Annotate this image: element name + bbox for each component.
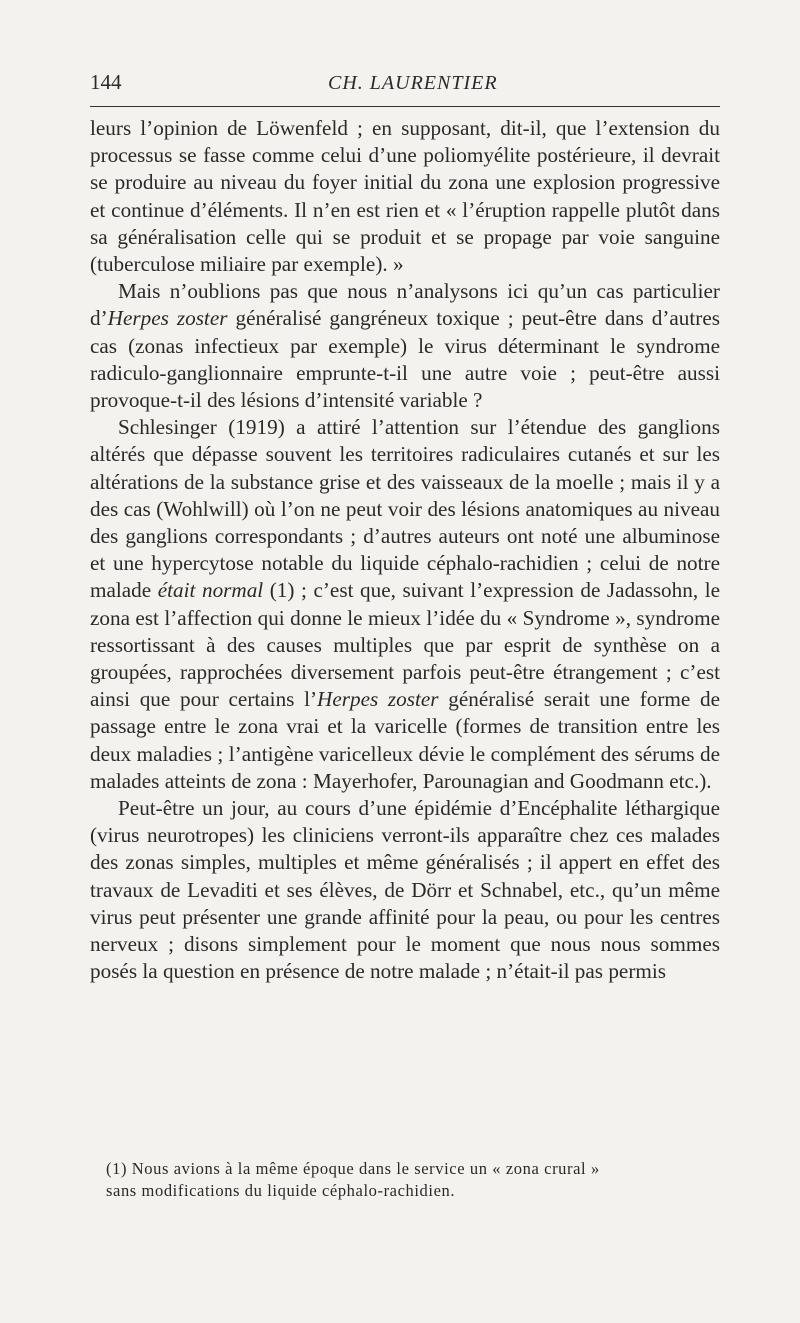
body-text — [90, 115, 720, 986]
italic-text: était normal — [157, 578, 264, 603]
footnote-line-1: (1) Nous avions à la même époque dans le service un « zona crural » — [106, 1159, 600, 1178]
running-head: CH. LAURENTIER — [328, 72, 498, 94]
page-header — [90, 70, 720, 107]
text-run: Mais n’oublions pas que nous n’analysons ici qu’un cas particulier d’ — [90, 279, 720, 331]
italic-text: Herpes zoster — [107, 306, 228, 331]
page-number: 144 — [90, 70, 122, 94]
footnote — [106, 1158, 720, 1202]
text-run: Schlesinger (1919) a attiré l’attention sur l’étendue des ganglions altérés que dépasse souvent les territoires radiculaires cutanés et sur les altérations de la substance grise et des vaisseaux de la moelle ; mais il y a des cas (Wohlwill) où l’on ne peut voir des lésions anatomiques au niveau des ganglions correspondants ; d’autres auteurs ont noté une albuminose et une hypercytose notable du liquide céphalo-rachidien ; celui de notre malade — [90, 415, 720, 603]
footnote-line-2: sans modifications du liquide céphalo-rachidien. — [106, 1181, 456, 1200]
text-run: (1) ; c’est que, suivant l’expression de Jadassohn, le zona est l’affection qui donne le mieux l’idée du « Syndrome », syndrome ressortissant à des causes multiples que par esprit de synthèse on a groupées, rapprochées diversement parfois peut-être étrangement ; c’est ainsi que pour certains l’ — [90, 578, 720, 712]
italic-text: Herpes zoster — [317, 687, 439, 712]
text-run: leurs l’opinion de Löwenfeld ; en supposant, dit-il, que l’extension du processus se fasse comme celui d’une poliomyélite postérieure, il devrait se produire au niveau du foyer initial du zona une explosion progressive et continue d’éléments. Il n’en est rien et « l’éruption rappelle plutôt dans sa généralisation celle qui se produit et se propage par voie sanguine (tuberculose miliaire par exemple). » — [90, 116, 720, 277]
paragraph — [90, 795, 720, 985]
paragraph — [90, 414, 720, 795]
paragraph — [90, 115, 720, 278]
book-page — [90, 70, 720, 986]
text-run: généralisé gangréneux toxique ; peut-être dans d’autres cas (zonas infectieux par exemple) le virus déterminant le syndrome radiculo-ganglionnaire emprunte-t-il une autre voie ; peut-être aussi provoque-t-il des lésions d’intensité variable ? — [90, 306, 720, 413]
text-run: Peut-être un jour, au cours d’une épidémie d’Encéphalite léthargique (virus neurotropes) les cliniciens verront-ils apparaître chez ces malades des zonas simples, multiples et même généralisés ; il appert en effet des travaux de Levaditi et ses élèves, de Dörr et Schnabel, etc., qu’un même virus peut présenter une grande affinité pour la peau, ou pour les centres nerveux ; disons simplement pour le moment que nous nous sommes posés la question en présence de notre malade ; n’était-il pas permis — [90, 796, 720, 984]
text-run: généralisé serait une forme de passage entre le zona vrai et la varicelle (formes de transition entre les deux maladies ; l’antigène varicelleux dévie le complément des sérums de malades atteints de zona : Mayerhofer, Parounagian and Goodmann etc.). — [90, 687, 720, 793]
paragraph — [90, 278, 720, 414]
